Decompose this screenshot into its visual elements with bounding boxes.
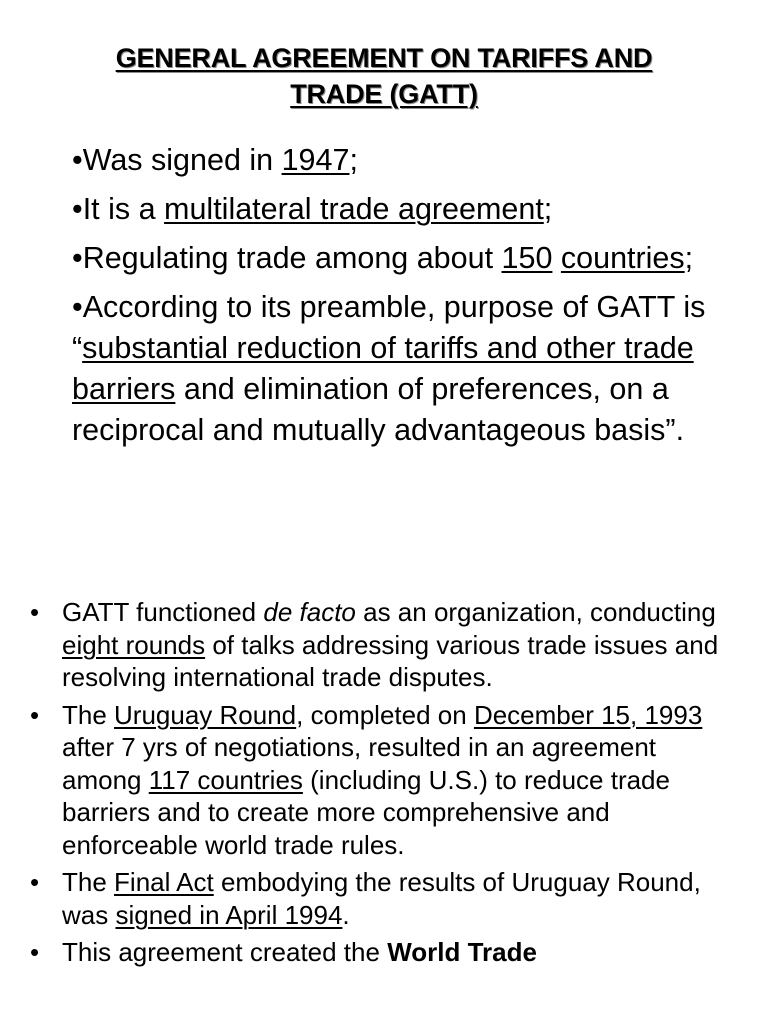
text-run: as an organization, conducting: [355, 597, 716, 627]
text-run: .: [342, 899, 350, 930]
title-line-2: TRADE (GATT): [290, 79, 478, 109]
key-facts-list: [72, 140, 732, 459]
list-item-final-act: [30, 866, 730, 931]
bold-term: World Trade: [387, 937, 537, 967]
bullet-glyph: •: [30, 867, 40, 897]
page-title: [40, 40, 728, 112]
list-item-rounds: [30, 596, 730, 694]
underlined-term: Final Act: [114, 867, 214, 897]
fact-signed-year: [72, 140, 732, 181]
text-run: of talks addressing various trade issues and resolving international trade disputes.: [62, 629, 719, 692]
bullet-glyph: •: [72, 241, 83, 275]
bullet-glyph: •: [72, 290, 83, 324]
list-item-wto: [30, 936, 730, 969]
list-item-text: [62, 596, 730, 694]
underlined-date: signed in April 1994: [115, 899, 343, 930]
text-run: The: [62, 699, 115, 730]
text-run: , completed on: [296, 699, 474, 730]
underlined-number: 150: [501, 241, 553, 275]
text-run: (including U.S.) to reduce trade barriers and to create more comprehensive and enforceable world trade rules.: [62, 764, 670, 860]
underlined-year: 1947: [281, 143, 350, 177]
text-run: This agreement created the: [62, 937, 388, 967]
underlined-count: 117 countries: [148, 764, 303, 795]
list-item-text: [62, 866, 730, 931]
underlined-term: eight rounds: [62, 629, 206, 660]
punctuation: ;: [543, 192, 553, 226]
underlined-word: countries: [560, 241, 685, 275]
underlined-quote: substantial reduction of tariffs and other trade barriers: [72, 331, 694, 406]
fact-preamble: [72, 287, 732, 451]
bullet-glyph: •: [72, 192, 83, 226]
punctuation: ;: [684, 241, 694, 275]
fact-agreement-type: [72, 189, 732, 230]
fact-country-count: [72, 238, 732, 279]
list-item-uruguay-round: [30, 699, 730, 862]
underlined-term: Uruguay Round: [114, 699, 297, 730]
bullet-glyph: •: [30, 937, 40, 967]
underlined-date: December 15, 1993: [473, 699, 703, 730]
italic-term: de facto: [263, 597, 356, 627]
list-item-text: [62, 699, 730, 862]
punctuation: ;: [349, 143, 358, 177]
text-run: GATT functioned: [62, 597, 264, 627]
fact-text: According to its preamble, purpose of GATT is “: [72, 290, 706, 365]
title-line-1: GENERAL AGREEMENT ON TARIFFS AND: [115, 43, 653, 73]
text-run: embodying the results of Uruguay Round, was: [62, 867, 701, 930]
bullet-glyph: •: [30, 699, 40, 730]
history-list: [30, 596, 730, 974]
list-item-text: [62, 936, 730, 969]
bullet-glyph: •: [30, 597, 40, 627]
text-run: after 7 yrs of negotiations, resulted in an agreement among: [62, 732, 657, 795]
fact-text: It is a: [82, 192, 165, 226]
text-run: The: [62, 867, 115, 897]
underlined-term: multilateral trade agreement: [164, 192, 544, 226]
fact-text: Was signed in: [82, 143, 282, 177]
bullet-glyph: •: [72, 143, 83, 177]
fact-text-end: and elimination of preferences, on a reciprocal and mutually advantageous basis”.: [72, 372, 685, 447]
fact-text: Regulating trade among about: [82, 241, 502, 275]
